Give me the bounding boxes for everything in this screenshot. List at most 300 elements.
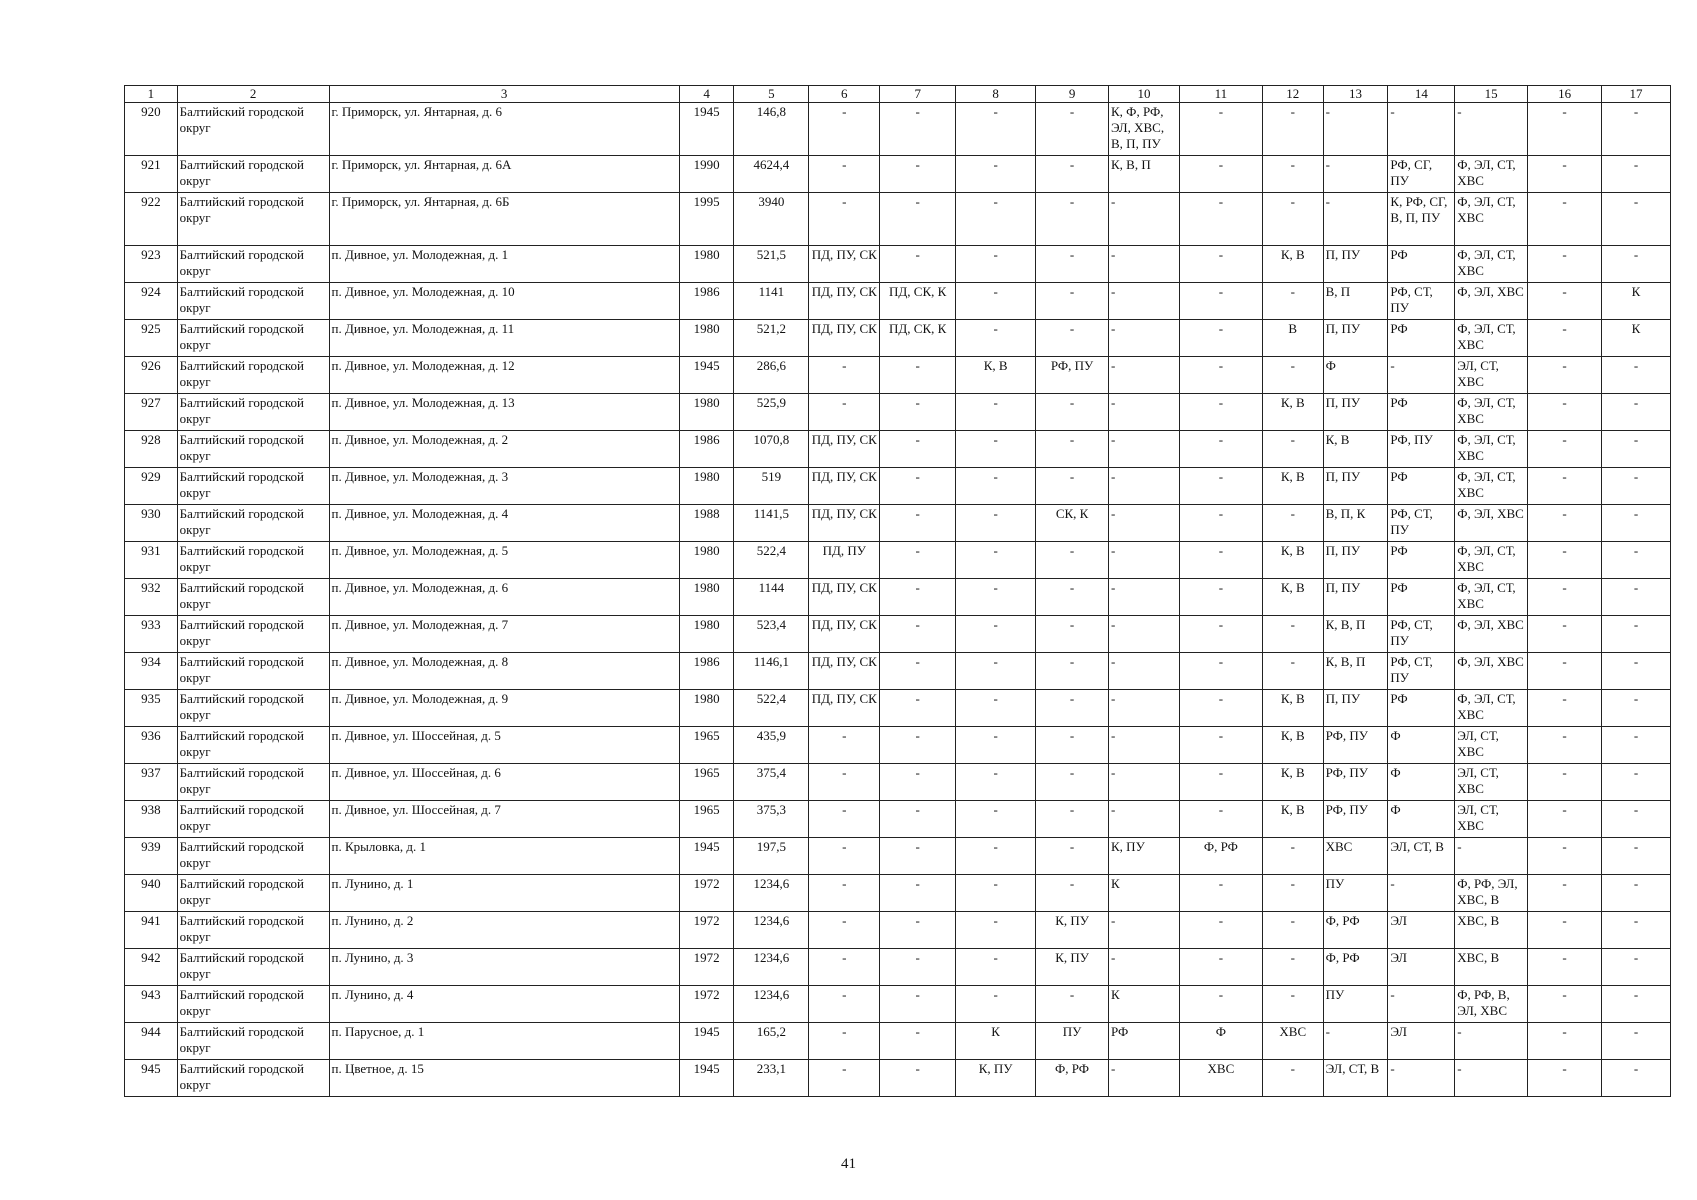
table-cell: ПД, ПУ, СК (809, 468, 880, 505)
table-cell: К, В, П (1109, 156, 1180, 193)
table-cell: К, В (1262, 801, 1323, 838)
table-cell: РФ, ПУ (1323, 801, 1388, 838)
table-cell: 1234,6 (734, 875, 809, 912)
table-cell: - (809, 801, 880, 838)
table-cell: - (956, 542, 1036, 579)
table-cell: 927 (125, 394, 178, 431)
table-row (125, 394, 1671, 431)
table-cell: 931 (125, 542, 178, 579)
table-cell: - (956, 394, 1036, 431)
table-cell: - (1528, 431, 1602, 468)
table-cell: - (1036, 616, 1109, 653)
table-cell: - (1109, 246, 1180, 283)
table-cell: П, ПУ (1323, 394, 1388, 431)
table-row (125, 103, 1671, 156)
table-cell: 1980 (679, 468, 734, 505)
table-cell: 4624,4 (734, 156, 809, 193)
table-cell: - (1528, 103, 1602, 156)
table-cell: ПД, ПУ, СК (809, 320, 880, 357)
table-cell: - (1262, 103, 1323, 156)
table-cell: - (809, 156, 880, 193)
table-cell: РФ (1388, 542, 1455, 579)
table-cell: П, ПУ (1323, 542, 1388, 579)
table-cell: ЭЛ, СТ, ХВС (1455, 764, 1528, 801)
table-row (125, 283, 1671, 320)
table-cell: Ф, ЭЛ, СТ, ХВС (1455, 320, 1528, 357)
table-cell: РФ, ПУ (1323, 764, 1388, 801)
table-cell: 1234,6 (734, 949, 809, 986)
table-cell: - (1528, 542, 1602, 579)
table-cell: - (1528, 357, 1602, 394)
table-cell: - (1528, 949, 1602, 986)
table-cell: Балтийский городской округ (177, 838, 329, 875)
table-cell: ПД, ПУ, СК (809, 653, 880, 690)
table-cell: Ф, РФ, В, ЭЛ, ХВС (1455, 986, 1528, 1023)
table-cell: 934 (125, 653, 178, 690)
table-cell: ПУ (1036, 1023, 1109, 1060)
table-cell: 1234,6 (734, 912, 809, 949)
table-cell: Ф (1388, 801, 1455, 838)
table-cell: РФ, ПУ (1323, 727, 1388, 764)
table-cell: - (880, 1023, 956, 1060)
table-cell: г. Приморск, ул. Янтарная, д. 6А (329, 156, 679, 193)
table-cell: ЭЛ, СТ, ХВС (1455, 801, 1528, 838)
table-cell: Балтийский городской округ (177, 468, 329, 505)
table-cell: Балтийский городской округ (177, 1023, 329, 1060)
table-cell: 1980 (679, 542, 734, 579)
table-cell: ПД, ПУ, СК (809, 616, 880, 653)
table-cell: ПУ (1323, 986, 1388, 1023)
table-cell: 523,4 (734, 616, 809, 653)
table-cell: п. Дивное, ул. Шоссейная, д. 7 (329, 801, 679, 838)
table-cell: Ф (1388, 727, 1455, 764)
table-cell: - (956, 727, 1036, 764)
table-cell: РФ, СТ, ПУ (1388, 616, 1455, 653)
table-cell: п. Лунино, д. 4 (329, 986, 679, 1023)
table-cell: - (1179, 156, 1262, 193)
table-cell: - (809, 838, 880, 875)
table-cell: Балтийский городской округ (177, 875, 329, 912)
table-cell: РФ (1388, 394, 1455, 431)
table-cell: - (1109, 727, 1180, 764)
table-cell: - (880, 246, 956, 283)
table-cell: 940 (125, 875, 178, 912)
table-cell: - (1036, 875, 1109, 912)
table-cell: П, ПУ (1323, 246, 1388, 283)
table-cell: - (1179, 727, 1262, 764)
table-cell: - (1602, 505, 1671, 542)
table-cell: - (1602, 394, 1671, 431)
table-cell: - (1528, 653, 1602, 690)
table-cell: - (880, 727, 956, 764)
table-row (125, 357, 1671, 394)
table-cell: Балтийский городской округ (177, 156, 329, 193)
table-cell: - (956, 949, 1036, 986)
table-cell: - (956, 653, 1036, 690)
table-cell: Ф, ЭЛ, ХВС (1455, 283, 1528, 320)
table-cell: п. Дивное, ул. Молодежная, д. 4 (329, 505, 679, 542)
column-header: 12 (1262, 86, 1323, 103)
table-cell: 923 (125, 246, 178, 283)
table-cell: - (1602, 986, 1671, 1023)
table-cell: П, ПУ (1323, 468, 1388, 505)
table-cell: 928 (125, 431, 178, 468)
table-cell: - (880, 542, 956, 579)
table-cell: К, В (1262, 727, 1323, 764)
table-cell: К, В (1323, 431, 1388, 468)
table-cell: ПД, ПУ, СК (809, 283, 880, 320)
table-cell: - (1262, 1060, 1323, 1097)
table-cell: - (1388, 875, 1455, 912)
table-cell: РФ (1109, 1023, 1180, 1060)
table-row (125, 1060, 1671, 1097)
table-cell: 1972 (679, 875, 734, 912)
table-cell: ПД, СК, К (880, 320, 956, 357)
table-cell: 941 (125, 912, 178, 949)
table-row (125, 949, 1671, 986)
table-cell: - (1179, 505, 1262, 542)
table-cell: К (1602, 320, 1671, 357)
table-cell: - (880, 357, 956, 394)
table-cell: 925 (125, 320, 178, 357)
table-row (125, 193, 1671, 246)
table-cell: - (956, 505, 1036, 542)
table-cell: 1980 (679, 616, 734, 653)
table-cell: - (1036, 579, 1109, 616)
table-cell: - (880, 838, 956, 875)
table-cell: 1234,6 (734, 986, 809, 1023)
table-row (125, 616, 1671, 653)
table-cell: ПД, ПУ, СК (809, 431, 880, 468)
table-cell: 936 (125, 727, 178, 764)
table-cell: - (880, 616, 956, 653)
table-cell: - (1528, 912, 1602, 949)
table-cell: - (1602, 156, 1671, 193)
table-cell: 521,2 (734, 320, 809, 357)
table-cell: ЭЛ (1388, 949, 1455, 986)
table-cell: ХВС (1179, 1060, 1262, 1097)
table-cell: - (1109, 653, 1180, 690)
table-cell: - (1262, 616, 1323, 653)
table-cell: СК, К (1036, 505, 1109, 542)
table-cell: п. Дивное, ул. Молодежная, д. 6 (329, 579, 679, 616)
table-cell: - (1528, 986, 1602, 1023)
table-cell: - (1262, 156, 1323, 193)
table-cell: п. Дивное, ул. Молодежная, д. 11 (329, 320, 679, 357)
table-cell: ПУ (1323, 875, 1388, 912)
table-cell: - (809, 1023, 880, 1060)
table-cell: Ф, ЭЛ, СТ, ХВС (1455, 394, 1528, 431)
table-cell: Балтийский городской округ (177, 283, 329, 320)
table-cell: - (956, 320, 1036, 357)
table-row (125, 727, 1671, 764)
table-cell: Ф, ЭЛ, ХВС (1455, 505, 1528, 542)
table-cell: - (1602, 103, 1671, 156)
table-row (125, 505, 1671, 542)
table-cell: - (1179, 653, 1262, 690)
table-row (125, 468, 1671, 505)
table-cell: - (1179, 320, 1262, 357)
table-cell: ХВС, В (1455, 949, 1528, 986)
table-cell: 1945 (679, 1060, 734, 1097)
table-cell: РФ, СТ, ПУ (1388, 283, 1455, 320)
table-cell: ХВС (1323, 838, 1388, 875)
table-cell: - (1262, 283, 1323, 320)
table-cell: - (1109, 431, 1180, 468)
table-cell: - (1036, 320, 1109, 357)
table-cell: К (1109, 986, 1180, 1023)
table-cell: - (956, 764, 1036, 801)
table-cell: - (1602, 357, 1671, 394)
table-cell: - (1179, 283, 1262, 320)
table-cell: - (1455, 1060, 1528, 1097)
table-cell: - (956, 431, 1036, 468)
table-cell: - (1036, 103, 1109, 156)
table-cell: п. Дивное, ул. Молодежная, д. 13 (329, 394, 679, 431)
table-cell: 932 (125, 579, 178, 616)
table-cell: - (1262, 875, 1323, 912)
table-cell: 935 (125, 690, 178, 727)
table-cell: Балтийский городской округ (177, 246, 329, 283)
table-cell: г. Приморск, ул. Янтарная, д. 6 (329, 103, 679, 156)
table-cell: - (1179, 764, 1262, 801)
table-row (125, 156, 1671, 193)
table-cell: 1972 (679, 912, 734, 949)
table-cell: - (809, 764, 880, 801)
table-cell: К, В (1262, 579, 1323, 616)
table-cell: - (809, 875, 880, 912)
table-cell: - (1179, 616, 1262, 653)
table-cell: РФ, СГ, ПУ (1388, 156, 1455, 193)
table-cell: - (880, 505, 956, 542)
table-cell: - (1323, 1023, 1388, 1060)
table-cell: Ф (1388, 764, 1455, 801)
table-cell: 233,1 (734, 1060, 809, 1097)
table-cell: - (1388, 986, 1455, 1023)
table-cell: 435,9 (734, 727, 809, 764)
table-cell: - (1388, 1060, 1455, 1097)
table-cell: - (1109, 912, 1180, 949)
table-cell: - (880, 653, 956, 690)
table-cell: Балтийский городской округ (177, 727, 329, 764)
table-cell: - (880, 394, 956, 431)
table-row (125, 431, 1671, 468)
table-row (125, 542, 1671, 579)
table-cell: Балтийский городской округ (177, 912, 329, 949)
table-cell: 1965 (679, 764, 734, 801)
table-cell: 1945 (679, 103, 734, 156)
table-cell: 1141 (734, 283, 809, 320)
table-cell: 165,2 (734, 1023, 809, 1060)
table-cell: Балтийский городской округ (177, 949, 329, 986)
table-cell: Ф, ЭЛ, СТ, ХВС (1455, 468, 1528, 505)
table-cell: п. Крыловка, д. 1 (329, 838, 679, 875)
column-header: 13 (1323, 86, 1388, 103)
table-cell: Ф, ЭЛ, СТ, ХВС (1455, 690, 1528, 727)
table-cell: Ф, РФ (1323, 912, 1388, 949)
table-cell: - (956, 283, 1036, 320)
table-cell: К, ПУ (1036, 949, 1109, 986)
table-cell: 3940 (734, 193, 809, 246)
column-header: 14 (1388, 86, 1455, 103)
table-row (125, 986, 1671, 1023)
table-cell: п. Дивное, ул. Молодежная, д. 1 (329, 246, 679, 283)
table-cell: В, П, К (1323, 505, 1388, 542)
table-cell: 942 (125, 949, 178, 986)
table-cell: - (809, 193, 880, 246)
table-cell: - (1036, 653, 1109, 690)
table-row (125, 690, 1671, 727)
table-cell: Балтийский городской округ (177, 690, 329, 727)
table-cell: - (1602, 912, 1671, 949)
table-cell: 922 (125, 193, 178, 246)
table-cell: - (1602, 949, 1671, 986)
table-cell: - (880, 1060, 956, 1097)
table-cell: - (1109, 468, 1180, 505)
table-cell: 921 (125, 156, 178, 193)
table-cell: В, П (1323, 283, 1388, 320)
table-cell: - (880, 579, 956, 616)
table-cell: 1146,1 (734, 653, 809, 690)
table-cell: 197,5 (734, 838, 809, 875)
table-cell: - (1528, 838, 1602, 875)
table-cell: - (1602, 653, 1671, 690)
table-cell: - (1109, 394, 1180, 431)
table-cell: п. Дивное, ул. Молодежная, д. 12 (329, 357, 679, 394)
table-cell: - (1109, 283, 1180, 320)
table-cell: Ф, ЭЛ, ХВС (1455, 616, 1528, 653)
table-cell: ПД, СК, К (880, 283, 956, 320)
table-cell: 933 (125, 616, 178, 653)
column-header: 5 (734, 86, 809, 103)
table-cell: 1972 (679, 949, 734, 986)
table-cell: - (1179, 394, 1262, 431)
table-cell: К, РФ, СГ, В, П, ПУ (1388, 193, 1455, 246)
table-cell: - (956, 986, 1036, 1023)
table-cell: п. Лунино, д. 1 (329, 875, 679, 912)
table-cell: 945 (125, 1060, 178, 1097)
table-cell: Ф, ЭЛ, ХВС (1455, 653, 1528, 690)
table-cell: - (1262, 912, 1323, 949)
table-cell: - (1179, 246, 1262, 283)
column-header: 16 (1528, 86, 1602, 103)
table-cell: Ф, ЭЛ, СТ, ХВС (1455, 156, 1528, 193)
table-cell: В (1262, 320, 1323, 357)
table-cell: г. Приморск, ул. Янтарная, д. 6Б (329, 193, 679, 246)
table-cell: 1141,5 (734, 505, 809, 542)
table-cell: - (809, 949, 880, 986)
table-cell: - (1262, 986, 1323, 1023)
table-cell: - (1036, 542, 1109, 579)
table-cell: - (1602, 727, 1671, 764)
table-cell: РФ, ПУ (1388, 431, 1455, 468)
table-cell: ПД, ПУ, СК (809, 690, 880, 727)
table-cell: 929 (125, 468, 178, 505)
table-cell: Балтийский городской округ (177, 616, 329, 653)
table-cell: - (1036, 283, 1109, 320)
table-row (125, 838, 1671, 875)
table-cell: п. Дивное, ул. Молодежная, д. 10 (329, 283, 679, 320)
table-cell: - (809, 394, 880, 431)
column-header: 2 (177, 86, 329, 103)
table-cell: - (956, 579, 1036, 616)
table-cell: 375,3 (734, 801, 809, 838)
table-cell: К, ПУ (956, 1060, 1036, 1097)
table-cell: - (1528, 875, 1602, 912)
table-cell: К, В (1262, 394, 1323, 431)
table-cell: п. Парусное, д. 1 (329, 1023, 679, 1060)
table-cell: - (880, 690, 956, 727)
table-cell: - (956, 246, 1036, 283)
table-cell: К, В (1262, 246, 1323, 283)
table-row (125, 653, 1671, 690)
table-cell: П, ПУ (1323, 320, 1388, 357)
table-cell: ЭЛ, СТ, В (1323, 1060, 1388, 1097)
column-header: 17 (1602, 86, 1671, 103)
column-header: 6 (809, 86, 880, 103)
table-cell: - (1602, 431, 1671, 468)
housing-register-table (124, 85, 1671, 1097)
table-cell: п. Цветное, д. 15 (329, 1060, 679, 1097)
table-cell: - (1109, 579, 1180, 616)
table-cell: - (1109, 505, 1180, 542)
table-cell: - (956, 156, 1036, 193)
table-cell: - (1528, 468, 1602, 505)
table-cell: - (956, 875, 1036, 912)
table-cell: К, ПУ (1109, 838, 1180, 875)
table-cell: 943 (125, 986, 178, 1023)
table-cell: п. Дивное, ул. Молодежная, д. 2 (329, 431, 679, 468)
table-cell: - (1602, 193, 1671, 246)
table-cell: К, В (1262, 690, 1323, 727)
table-cell: - (1262, 431, 1323, 468)
table-cell: - (809, 103, 880, 156)
column-header: 8 (956, 86, 1036, 103)
table-cell: - (956, 838, 1036, 875)
table-cell: 1945 (679, 838, 734, 875)
table-cell: ПД, ПУ, СК (809, 505, 880, 542)
table-cell: - (1179, 468, 1262, 505)
table-cell: Балтийский городской округ (177, 542, 329, 579)
table-cell: - (956, 801, 1036, 838)
table-cell: 944 (125, 1023, 178, 1060)
table-cell: Балтийский городской округ (177, 320, 329, 357)
table-cell: - (880, 431, 956, 468)
table-cell: - (880, 156, 956, 193)
table-cell: - (956, 616, 1036, 653)
table-cell: - (880, 801, 956, 838)
table-cell: 1986 (679, 653, 734, 690)
table-cell: Ф, РФ (1323, 949, 1388, 986)
table-cell: - (1528, 764, 1602, 801)
table-cell: 1070,8 (734, 431, 809, 468)
table-cell: - (1528, 801, 1602, 838)
table-cell: 937 (125, 764, 178, 801)
table-cell: ПД, ПУ, СК (809, 246, 880, 283)
table-cell: - (1179, 949, 1262, 986)
table-cell: Ф, ЭЛ, СТ, ХВС (1455, 246, 1528, 283)
table-cell: 938 (125, 801, 178, 838)
table-cell: ПД, ПУ, СК (809, 579, 880, 616)
table-cell: ЭЛ (1388, 912, 1455, 949)
table-cell: 1980 (679, 394, 734, 431)
table-cell: К (1602, 283, 1671, 320)
table-cell: - (1179, 986, 1262, 1023)
table-cell: 1945 (679, 1023, 734, 1060)
table-cell: - (1109, 616, 1180, 653)
table-cell: - (1262, 949, 1323, 986)
table-cell: - (1602, 690, 1671, 727)
